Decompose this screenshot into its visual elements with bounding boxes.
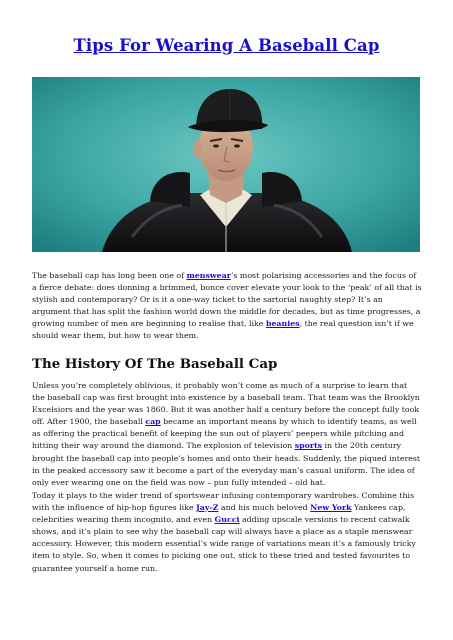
text-run: and his much beloved [218, 503, 311, 513]
text-run: , the real question isn’t if we should wear them, but how to wear them. [32, 319, 414, 341]
text-run: The baseball cap has long been one of [32, 271, 187, 280]
link-jay-z[interactable]: Jay-Z [196, 503, 219, 513]
link-beanies[interactable]: beanies [265, 319, 300, 329]
intro-paragraph [32, 270, 422, 343]
text-run: Yankees cap, celebrities wearing them incognito, and even [32, 503, 406, 525]
article-title[interactable]: Tips For Wearing A Baseball Cap [73, 36, 380, 55]
today-paragraph [32, 490, 422, 575]
text-run: Unless you’re completely oblivious, it probably won’t come as much of a surprise to learn that the baseball cap was first brought into existence by a baseball team. That team was the Brooklyn Excelsiors and the year was 1860. But it was another half a century before the concept fully took off. After 1900, the baseball [32, 381, 420, 427]
history-paragraph [32, 380, 422, 489]
text-run: ’s most polarising accessories and the focus of a fierce debate: does donning a brimmed, bonce cover elevate your look to the ‘peak’ of all that is stylish and contemporary? Or is it a one-way ticket to the sartorial naughty step? It’s an argument that has split the fashion world down the middle for decades, but as time progresses, a growing number of men are beginning to realise that, like [32, 271, 422, 329]
text-run: became an important means by which to identify teams, as well as offering the practical benefit of keeping the sun out of players’ peepers while pitching and hitting their way around the diamond. The explosion of television [32, 417, 417, 451]
text-run: in the 20th century brought the baseball cap into people’s homes and onto their heads. Suddenly, the piqued interest in the peaked accessory saw it become a part of the everyday man’s casual uniform. The idea of only ever wearing one on the field was now – pun fully intended – old hat. [32, 441, 421, 487]
link-menswear[interactable]: menswear [186, 271, 231, 280]
link-sports[interactable]: sports [294, 441, 323, 451]
link-new-york[interactable]: New York [310, 503, 352, 513]
text-run: Today it plays to the wider trend of sportswear infusing contemporary wardrobes. Combine this with the influence of hip-hop figures like [32, 491, 415, 513]
man-in-baseball-cap-photo [32, 77, 420, 252]
text-run: adding upscale versions to recent catwalk shows, and it’s plain to see why the baseball cap will always have a place as a staple menswear accessory. However, this modern essential’s wide range of variations mean it’s a famously tricky item to style. So, when it comes to picking one out, stick to these tried and tested favourites to guarantee yourself a home run. [32, 515, 416, 573]
link-cap[interactable]: cap [145, 417, 161, 427]
hero-image [32, 77, 420, 252]
section-heading: The History Of The Baseball Cap [32, 356, 278, 372]
link-gucci[interactable]: Gucci [214, 515, 240, 525]
